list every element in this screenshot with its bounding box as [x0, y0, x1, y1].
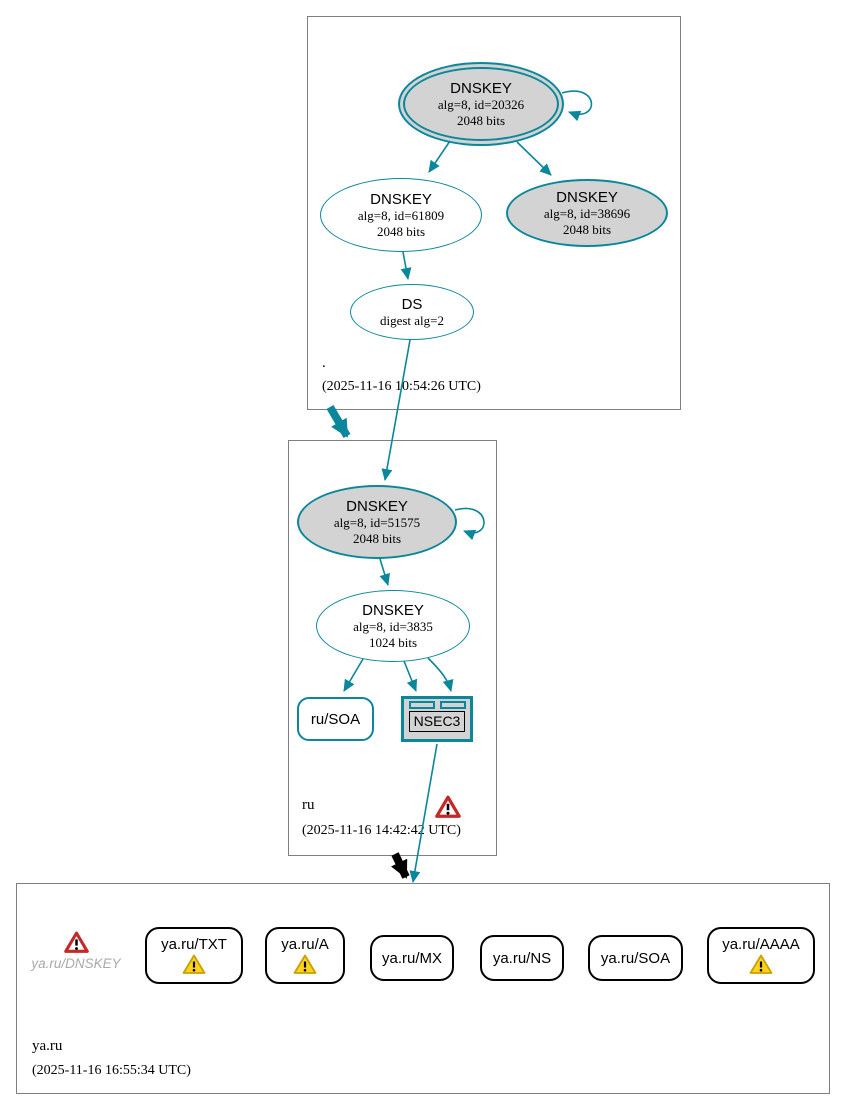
- nsec3-cell: [409, 701, 435, 709]
- node-title: DS: [401, 295, 423, 313]
- node-ru-zsk-dnskey: [316, 590, 470, 662]
- node-label: ya.ru/NS: [492, 949, 552, 967]
- node-detail: alg=8, id=61809: [357, 208, 445, 224]
- zone-timestamp-ru: (2025-11-16 14:42:42 UTC): [302, 823, 461, 838]
- node-ya-ru-mx: [370, 935, 454, 981]
- node-label: ya.ru/DNSKEY: [31, 956, 121, 971]
- zone-label-ru: ru: [302, 797, 315, 813]
- node-detail: alg=8, id=3835: [353, 619, 433, 635]
- node-ya-ru-ns: [480, 935, 564, 981]
- node-ya-ru-a: [265, 927, 345, 984]
- warning-triangle-icon: [182, 954, 206, 975]
- node-detail: 2048 bits: [376, 223, 426, 239]
- node-title: DNSKEY: [450, 79, 512, 97]
- warning-triangle-icon: [293, 954, 317, 975]
- node-ya-ru-dnskey-missing: [26, 931, 126, 971]
- zone-timestamp-root: (2025-11-16 10:54:26 UTC): [322, 379, 481, 394]
- node-title: DNSKEY: [370, 190, 432, 208]
- zone-timestamp-ya-ru: (2025-11-16 16:55:34 UTC): [32, 1063, 191, 1078]
- node-label: ya.ru/MX: [381, 949, 442, 967]
- nsec3-cell: [440, 701, 466, 709]
- node-root-ds: [350, 284, 474, 340]
- node-label: ya.ru/SOA: [600, 949, 671, 967]
- node-ya-ru-soa: [588, 935, 683, 981]
- node-label: ya.ru/A: [281, 936, 329, 953]
- nsec3-cells: [409, 701, 466, 709]
- node-root-ksk-dnskey: [398, 62, 564, 146]
- warning-triangle-icon: [749, 954, 773, 975]
- error-triangle-icon: [435, 795, 461, 819]
- node-title: DNSKEY: [362, 601, 424, 619]
- node-ya-ru-aaaa: [707, 927, 815, 984]
- node-title: DNSKEY: [556, 188, 618, 206]
- node-detail: 2048 bits: [352, 530, 402, 546]
- edge-delegation-ru-to-ya-ru: [395, 854, 406, 877]
- node-label: ru/SOA: [310, 710, 361, 728]
- node-label: ya.ru/AAAA: [722, 936, 800, 953]
- node-detail: 2048 bits: [456, 112, 506, 128]
- node-detail: alg=8, id=51575: [333, 515, 421, 531]
- node-detail: digest alg=2: [379, 312, 445, 328]
- node-label: ya.ru/TXT: [161, 936, 227, 953]
- node-root-standby-dnskey: [506, 179, 668, 247]
- node-detail: alg=8, id=20326: [437, 97, 525, 113]
- node-ru-soa: [297, 697, 374, 741]
- node-ru-nsec3: [401, 696, 473, 742]
- node-detail: alg=8, id=38696: [543, 206, 631, 222]
- node-ru-ksk-dnskey: [297, 485, 457, 559]
- zone-label-root: .: [322, 355, 326, 371]
- node-title: DNSKEY: [346, 497, 408, 515]
- edge-delegation-root-to-ru: [330, 407, 347, 436]
- node-detail: 1024 bits: [368, 634, 418, 650]
- node-ya-ru-txt: [145, 927, 243, 984]
- node-label: NSEC3: [409, 711, 466, 732]
- error-triangle-icon: [64, 931, 89, 954]
- zone-label-ya-ru: ya.ru: [32, 1038, 63, 1054]
- node-root-ksk-dnskey-inner: [403, 67, 559, 141]
- node-detail: 2048 bits: [562, 221, 612, 237]
- node-root-zsk-dnskey: [320, 178, 482, 252]
